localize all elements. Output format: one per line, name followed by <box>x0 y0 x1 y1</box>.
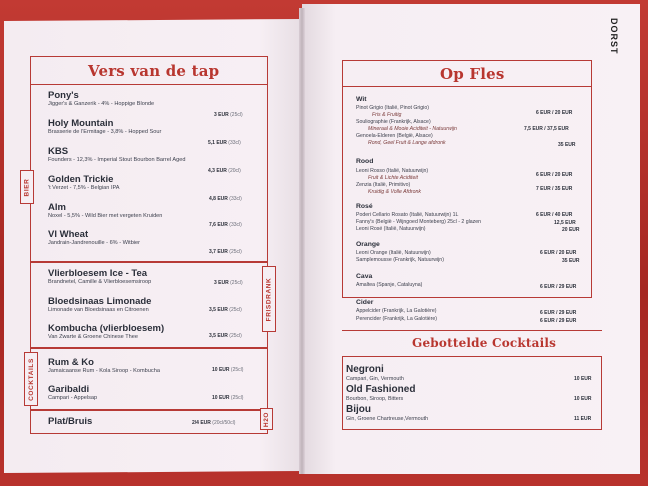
wine-line: Genoela-Elderen (België, Alsace) <box>356 133 433 139</box>
beer-desc: Jigger's & Ganzerik - 4% - Hoppige Blonde <box>48 101 155 107</box>
tap-divider <box>30 84 268 85</box>
beer-name: Vl Wheat <box>48 229 89 240</box>
wine-line: Poderi Cellario Rosato (Italië, Natuurwijn) 1L <box>356 212 459 218</box>
beer-name: Golden Trickie <box>48 174 114 185</box>
cocktail-name: Rum & Ko <box>48 357 94 368</box>
list-item <box>48 118 161 136</box>
bottled-price: 11 EUR <box>574 416 592 422</box>
bottled-desc: Gin, Groene Chartreuse,Vermouth <box>346 416 429 422</box>
list-item <box>48 268 151 286</box>
water-name: Plat/Bruis <box>48 416 93 427</box>
wine-line: Leoni Rosso (Italië, Natuurwijn) <box>356 168 429 174</box>
list-item <box>48 384 97 402</box>
frisdrank-tag: FRISDRANK <box>262 266 276 332</box>
bottled-title: Gebottelde Cocktails <box>412 336 557 350</box>
soft-price: 3,5 EUR (25cl) <box>209 307 242 313</box>
wine-line: Leoni Rosé (Italië, Natuurwijn) <box>356 226 426 232</box>
bottled-price: 10 EUR <box>574 396 592 402</box>
water-price: 2/4 EUR (20cl/50cl) <box>192 420 236 426</box>
beer-price: 7,6 EUR (33cl) <box>209 222 242 228</box>
bier-tag: BIER <box>20 170 34 204</box>
bottle-title: Op Fles <box>440 65 505 83</box>
wine-category: Wit <box>356 96 367 103</box>
cocktail-name: Garibaldi <box>48 384 90 395</box>
list-item <box>48 174 120 192</box>
beer-desc: Founders - 12,3% - Imperial Stout Bourbon Barrel Aged <box>48 157 186 163</box>
beer-desc: 't Verzet - 7,5% - Belgian IPA <box>48 185 120 191</box>
wine-line: Perencider (Frankrijk, La Galotière) <box>356 316 438 322</box>
bottled-divider <box>342 330 602 331</box>
list-item <box>48 296 151 314</box>
wine-category: Cider <box>356 299 374 306</box>
list-item <box>48 357 160 375</box>
wine-category: Rosé <box>356 203 373 210</box>
wine-price: 6 EUR / 29 EUR <box>540 318 577 324</box>
beer-name: Holy Mountain <box>48 118 114 129</box>
wine-line: Appelcider (Frankrijk, La Galotière) <box>356 308 437 314</box>
bottled-name: Bijou <box>346 404 371 415</box>
beer-price: 5,1 EUR (33cl) <box>208 140 241 146</box>
wine-price: 6 EUR / 29 EUR <box>540 284 577 290</box>
wine-line: Pinot Grigio (Italië, Pinot Grigio) <box>356 105 429 111</box>
wine-price: 20 EUR <box>562 227 580 233</box>
soft-name: Kombucha (vlierbloesem) <box>48 323 165 334</box>
wine-line: Rond, Geel Fruit & Lange afdronk <box>368 140 446 146</box>
wine-price: 6 EUR / 20 EUR <box>536 110 573 116</box>
bottled-desc: Bourbon, Siroop, Bitters <box>346 396 404 402</box>
beer-price: 4,3 EUR (20cl) <box>208 168 241 174</box>
cocktail-price: 10 EUR (25cl) <box>212 395 244 401</box>
wine-price: 6 EUR / 20 EUR <box>540 250 577 256</box>
cocktail-desc: Jamaicaanse Rum - Kola Siroop - Kombucha <box>48 368 160 374</box>
soft-name: Vlierbloesem Ice - Tea <box>48 268 148 279</box>
beer-price: 3,7 EUR (25cl) <box>209 249 242 255</box>
list-item <box>48 323 164 341</box>
soft-desc: Brandnetel, Camille & Vlierbloesemsiroop <box>48 279 152 285</box>
list-item <box>48 416 92 427</box>
wine-line: Fanny's (België - Wijngoed Monteberg) 25cl - 2 glazen <box>356 219 481 225</box>
list-item <box>48 202 162 220</box>
wine-price: 7,5 EUR / 37,5 EUR <box>524 126 569 132</box>
menu-spine <box>299 8 305 474</box>
bottled-name: Old Fashioned <box>346 384 416 395</box>
bottled-desc: Campari, Gin, Vermouth <box>346 376 404 382</box>
bottle-divider <box>342 86 592 87</box>
wine-line: Mineraal & Mooie Aciditeit - Natuurwijn <box>368 126 457 132</box>
beer-name: Pony's <box>48 90 79 101</box>
brand-logo: DORST <box>609 18 619 55</box>
wine-price: 7 EUR / 35 EUR <box>536 186 573 192</box>
beer-name: KBS <box>48 146 69 157</box>
wine-line: Fris & Fruitig <box>372 112 402 118</box>
wine-price: 6 EUR / 20 EUR <box>536 172 573 178</box>
beer-name: Alm <box>48 202 66 213</box>
soft-desc: Limonade van Bloedsinaas en Citroenen <box>48 307 149 313</box>
beer-desc: Brasserie de l'Ermitage - 3,8% - Hopped Sour <box>48 129 162 135</box>
beer-price: 3 EUR (25cl) <box>214 112 243 118</box>
cocktails-tag: COCKTAILS <box>24 352 38 406</box>
wine-price: 12,5 EUR <box>554 220 576 226</box>
soft-price: 3 EUR (25cl) <box>214 280 243 286</box>
wine-price: 35 EUR <box>562 258 580 264</box>
wine-line: Souliographie (Frankrijk, Alsace) <box>356 119 431 125</box>
list-item <box>48 146 185 164</box>
beer-desc: Jandrain-Jandrenouille - 6% - Witbier <box>48 240 141 246</box>
soft-name: Bloedsinaas Limonade <box>48 296 152 307</box>
cocktail-price: 10 EUR (25cl) <box>212 367 244 373</box>
soft-price: 3,5 EUR (25cl) <box>209 333 242 339</box>
beer-price: 4,8 EUR (33cl) <box>209 196 242 202</box>
wine-line: Leoni Orange (Italië, Natuurwijn) <box>356 250 431 256</box>
wine-price: 6 EUR / 29 EUR <box>540 310 577 316</box>
beer-desc: Noxel - 5,5% - Wild Bier met vergeten Kruiden <box>48 213 163 219</box>
wine-category: Cava <box>356 273 373 280</box>
wine-category: Orange <box>356 241 380 248</box>
bottled-price: 10 EUR <box>574 376 592 382</box>
soft-desc: Van Zwarte & Groene Chinese Thee <box>48 334 138 340</box>
cocktail-desc: Campari - Appelsap <box>48 395 98 401</box>
wine-line: Samplemousse (Frankrijk, Natuurwijn) <box>356 257 444 263</box>
list-item <box>48 90 154 108</box>
bottled-name: Negroni <box>346 364 384 375</box>
h2o-tag: H2O <box>260 408 273 430</box>
wine-line: Kruidig & Volle Afdronk <box>368 189 421 195</box>
wine-line: Fruit & Lichte Aciditeit <box>368 175 418 181</box>
wine-category: Rood <box>356 158 374 165</box>
wine-price: 35 EUR <box>558 142 576 148</box>
tap-title: Vers van de tap <box>88 62 220 80</box>
list-item <box>48 229 140 247</box>
wine-line: Amaltea (Spanje, Cataluyna) <box>356 282 423 288</box>
wine-line: Zenzia (Italië, Primitivo) <box>356 182 411 188</box>
wine-price: 6 EUR / 40 EUR <box>536 212 573 218</box>
